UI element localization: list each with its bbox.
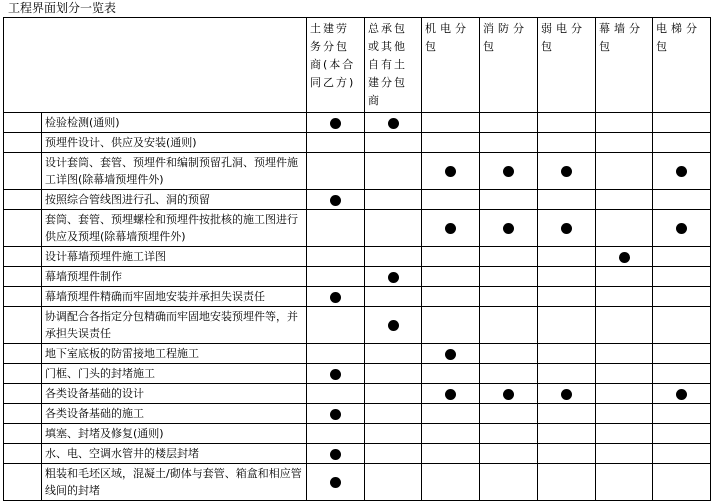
responsibility-dot-icon [445,349,456,360]
responsibility-dot-icon [676,166,687,177]
row-item-label: 套筒、套管、预埋螺栓和预埋件按批核的施工图进行供应及预埋(除幕墙预埋件外) [42,210,307,247]
mark-cell-civil [307,364,365,384]
col-header-fire: 消防分包 [480,18,538,113]
mark-cell-fire [480,190,538,210]
responsibility-dot-icon [388,272,399,283]
table-row [4,153,711,190]
mark-cell-mep [422,267,480,287]
mark-cell-civil [307,384,365,404]
row-index-cell [4,344,42,364]
table-row [4,190,711,210]
mark-cell-civil [307,153,365,190]
mark-cell-curtain [596,424,653,444]
mark-cell-lowvolt [538,404,596,424]
mark-cell-lowvolt [538,287,596,307]
table-row [4,424,711,444]
row-index-cell [4,153,42,190]
row-index-cell [4,307,42,344]
row-item-label: 水、电、空调水管井的楼层封堵 [42,444,307,464]
mark-cell-fire [480,344,538,364]
table-row [4,210,711,247]
mark-cell-lowvolt [538,133,596,153]
mark-cell-general [365,153,422,190]
mark-cell-mep [422,133,480,153]
mark-cell-mep [422,247,480,267]
mark-cell-elevator [653,153,711,190]
table-row [4,444,711,464]
mark-cell-fire [480,384,538,404]
row-item-label: 检验检测(通则) [42,113,307,133]
mark-cell-fire [480,464,538,501]
mark-cell-lowvolt [538,267,596,287]
mark-cell-civil [307,210,365,247]
mark-cell-lowvolt [538,190,596,210]
mark-cell-elevator [653,190,711,210]
row-index-cell [4,404,42,424]
mark-cell-mep [422,464,480,501]
responsibility-dot-icon [445,223,456,234]
col-header-elevator: 电梯分包 [653,18,711,113]
table-row [4,464,711,501]
responsibility-dot-icon [330,195,341,206]
mark-cell-elevator [653,364,711,384]
mark-cell-curtain [596,364,653,384]
mark-cell-curtain [596,404,653,424]
mark-cell-fire [480,133,538,153]
table-row [4,307,711,344]
mark-cell-curtain [596,153,653,190]
responsibility-dot-icon [561,389,572,400]
mark-cell-elevator [653,344,711,364]
mark-cell-mep [422,404,480,424]
row-index-cell [4,267,42,287]
responsibility-dot-icon [676,223,687,234]
table-row [4,384,711,404]
col-header-civil: 土建劳务分包商(本合同乙方) [307,18,365,113]
mark-cell-general [365,190,422,210]
row-item-label: 各类设备基础的施工 [42,404,307,424]
responsibility-dot-icon [388,320,399,331]
mark-cell-elevator [653,424,711,444]
mark-cell-mep [422,113,480,133]
row-item-label: 按照综合管线图进行孔、洞的预留 [42,190,307,210]
mark-cell-elevator [653,113,711,133]
responsibility-dot-icon [503,166,514,177]
mark-cell-mep [422,444,480,464]
mark-cell-civil [307,404,365,424]
mark-cell-curtain [596,464,653,501]
mark-cell-fire [480,444,538,464]
mark-cell-lowvolt [538,247,596,267]
mark-cell-mep [422,287,480,307]
mark-cell-general [365,113,422,133]
mark-cell-fire [480,287,538,307]
mark-cell-civil [307,133,365,153]
table-row [4,267,711,287]
row-item-label: 填塞、封堵及修复(通则) [42,424,307,444]
mark-cell-general [365,267,422,287]
responsibility-dot-icon [445,166,456,177]
responsibility-dot-icon [503,389,514,400]
mark-cell-general [365,464,422,501]
row-item-label: 预埋件设计、供应及安装(通则) [42,133,307,153]
mark-cell-curtain [596,307,653,344]
mark-cell-civil [307,344,365,364]
mark-cell-civil [307,190,365,210]
responsibility-dot-icon [330,409,341,420]
mark-cell-general [365,364,422,384]
col-header-general: 总承包或其他自有土建分包商 [365,18,422,113]
mark-cell-elevator [653,287,711,307]
mark-cell-civil [307,247,365,267]
row-item-label: 门框、门头的封堵施工 [42,364,307,384]
row-index-cell [4,210,42,247]
mark-cell-lowvolt [538,424,596,444]
mark-cell-mep [422,190,480,210]
mark-cell-mep [422,153,480,190]
mark-cell-mep [422,210,480,247]
mark-cell-lowvolt [538,344,596,364]
table-row [4,404,711,424]
mark-cell-civil [307,113,365,133]
mark-cell-lowvolt [538,210,596,247]
mark-cell-mep [422,307,480,344]
row-index-cell [4,384,42,404]
table-row [4,247,711,267]
mark-cell-elevator [653,267,711,287]
mark-cell-fire [480,307,538,344]
responsibility-dot-icon [330,477,341,488]
mark-cell-curtain [596,133,653,153]
row-index-cell [4,190,42,210]
responsibility-dot-icon [619,252,630,263]
mark-cell-mep [422,384,480,404]
responsibility-dot-icon [445,389,456,400]
mark-cell-elevator [653,444,711,464]
mark-cell-elevator [653,247,711,267]
mark-cell-fire [480,113,538,133]
row-index-cell [4,364,42,384]
row-item-label: 协调配合各指定分包精确而牢固地安装预埋件等，并承担失误责任 [42,307,307,344]
mark-cell-elevator [653,210,711,247]
mark-cell-elevator [653,384,711,404]
mark-cell-fire [480,153,538,190]
responsibility-dot-icon [561,223,572,234]
row-item-label: 地下室底板的防雷接地工程施工 [42,344,307,364]
mark-cell-fire [480,210,538,247]
mark-cell-general [365,247,422,267]
mark-cell-general [365,384,422,404]
mark-cell-fire [480,364,538,384]
mark-cell-general [365,307,422,344]
col-header-lowvolt: 弱电分包 [538,18,596,113]
mark-cell-lowvolt [538,464,596,501]
mark-cell-mep [422,364,480,384]
row-index-cell [4,133,42,153]
responsibility-dot-icon [503,223,514,234]
mark-cell-curtain [596,267,653,287]
row-item-label: 设计幕墙预埋件施工详图 [42,247,307,267]
mark-cell-curtain [596,444,653,464]
row-index-cell [4,287,42,307]
mark-cell-general [365,444,422,464]
mark-cell-lowvolt [538,153,596,190]
table-body [4,113,711,501]
row-item-label: 各类设备基础的设计 [42,384,307,404]
mark-cell-lowvolt [538,444,596,464]
mark-cell-elevator [653,307,711,344]
row-index-cell [4,247,42,267]
responsibility-dot-icon [330,449,341,460]
responsibility-dot-icon [330,118,341,129]
mark-cell-civil [307,267,365,287]
responsibility-dot-icon [330,292,341,303]
header-row [4,18,711,113]
mark-cell-elevator [653,133,711,153]
mark-cell-general [365,344,422,364]
mark-cell-lowvolt [538,307,596,344]
mark-cell-fire [480,247,538,267]
row-item-label: 幕墙预埋件精确而牢固地安装并承担失误责任 [42,287,307,307]
mark-cell-fire [480,267,538,287]
responsibility-dot-icon [676,389,687,400]
row-index-cell [4,464,42,501]
row-index-cell [4,113,42,133]
responsibility-dot-icon [330,369,341,380]
mark-cell-curtain [596,247,653,267]
col-header-mep: 机电分包 [422,18,480,113]
row-index-cell [4,424,42,444]
mark-cell-mep [422,344,480,364]
table-row [4,364,711,384]
mark-cell-elevator [653,404,711,424]
interface-division-table [3,17,711,501]
mark-cell-general [365,287,422,307]
responsibility-dot-icon [388,118,399,129]
mark-cell-fire [480,424,538,444]
row-index-cell [4,444,42,464]
mark-cell-curtain [596,210,653,247]
table-row [4,287,711,307]
mark-cell-curtain [596,113,653,133]
mark-cell-elevator [653,464,711,501]
mark-cell-mep [422,424,480,444]
table-row [4,344,711,364]
mark-cell-general [365,210,422,247]
mark-cell-curtain [596,384,653,404]
mark-cell-civil [307,464,365,501]
mark-cell-lowvolt [538,113,596,133]
row-item-label: 粗装和毛坯区域，混凝土/砌体与套管、箱盒和相应管线间的封堵 [42,464,307,501]
responsibility-dot-icon [561,166,572,177]
mark-cell-lowvolt [538,364,596,384]
mark-cell-civil [307,287,365,307]
mark-cell-civil [307,307,365,344]
mark-cell-general [365,404,422,424]
mark-cell-lowvolt [538,384,596,404]
mark-cell-curtain [596,190,653,210]
col-header-curtain: 幕墙分包 [596,18,653,113]
row-item-label: 幕墙预埋件制作 [42,267,307,287]
table-row [4,133,711,153]
document-title: 工程界面划分一览表 [8,1,117,15]
mark-cell-general [365,133,422,153]
mark-cell-curtain [596,287,653,307]
row-item-label: 设计套筒、套管、预埋件和编制预留孔洞、预埋件施工详图(除幕墙预埋件外) [42,153,307,190]
mark-cell-fire [480,404,538,424]
mark-cell-curtain [596,344,653,364]
mark-cell-general [365,424,422,444]
table-row [4,113,711,133]
mark-cell-civil [307,444,365,464]
header-blank-cell [4,18,307,113]
mark-cell-civil [307,424,365,444]
